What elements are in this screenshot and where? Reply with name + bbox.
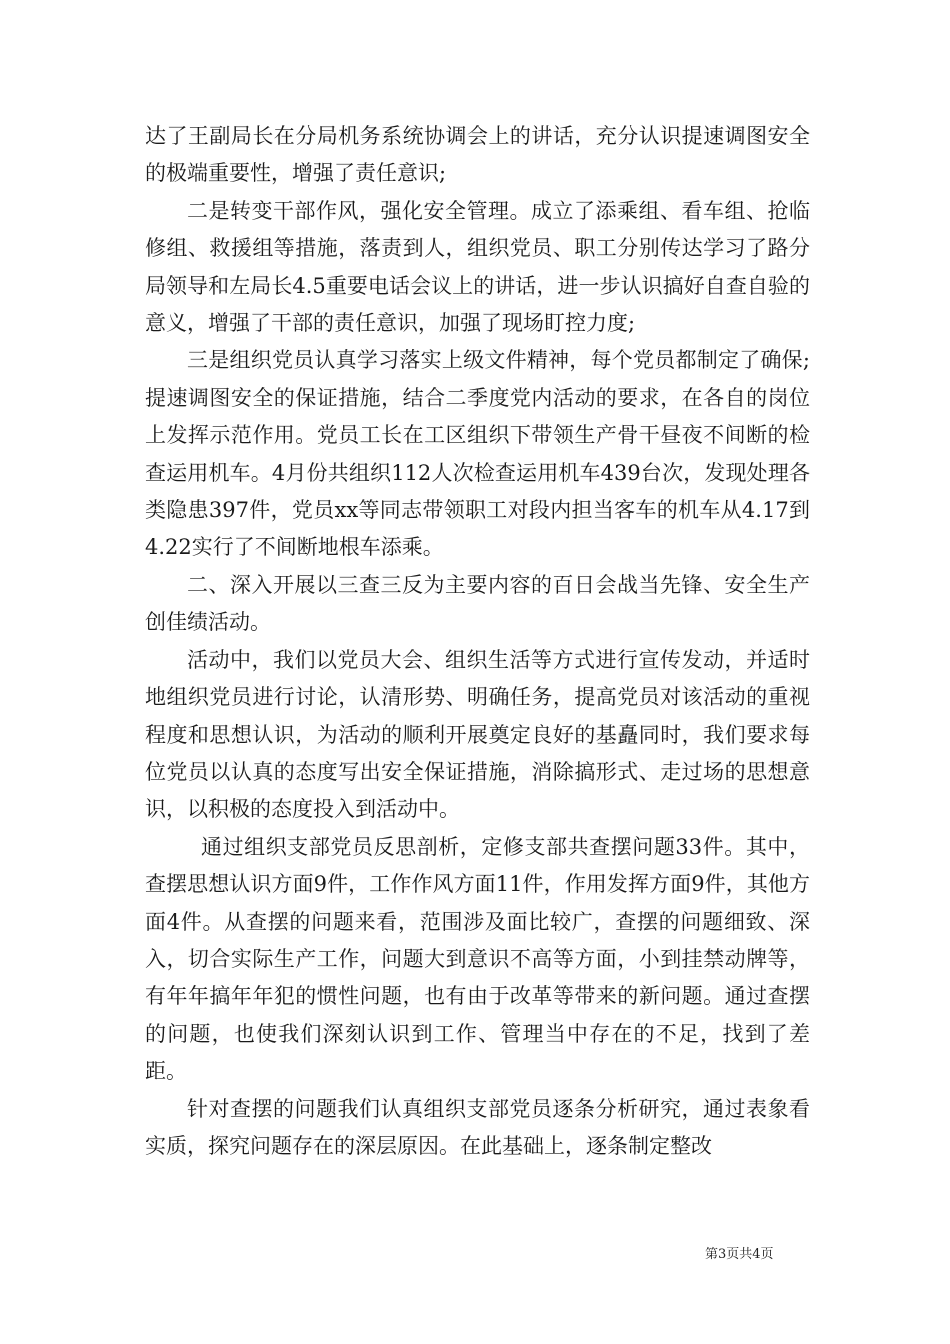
paragraph-activity: 活动中，我们以党员大会、组织生活等方式进行宣传发动，并适时地组织党员进行讨论，认清形势、明确任务，提高党员对该活动的重视程度和思想认识，为活动的顺利开展奠定良好的基矗同时，我们要求每位党员以认真的态度写出安全保证措施，消除搞形式、走过场的思想意识，以积极的态度投入到活动中。 [145,647,810,822]
paragraph-reflection: 通过组织支部党员反思剖析，定修支部共查摆问题33件。其中，查摆思想认识方面9件，工作作风方面11件，作用发挥方面9件，其他方面4件。从查摆的问题来看，范围涉及面比较广，查摆的问题细致、深入，切合实际生产工作，问题大到意识不高等方面，小到挂禁动牌等，有年年搞年年犯的惯性问题，也有由于改革等带来的新问题。通过查摆的问题，也使我们深刻认识到工作、管理当中存在的不足，找到了差距。 [145,834,810,1084]
page-number: 第3页共4页 [705,1247,774,1262]
document-body [145,118,810,1165]
paragraph-point-three: 三是组织党员认真学习落实上级文件精神，每个党员都制定了确保;提速调图安全的保证措施，结合二季度党内活动的要求，在各自的岗位上发挥示范作用。党员工长在工区组织下带领生产骨干昼夜不间断的检查运用机车。4月份共组织112人次检查运用机车439台次，发现处理各类隐患397件，党员xx等同志带领职工对段内担当客车的机车从4.17到4.22实行了不间断地根车添乘。 [145,348,810,560]
paragraph-continuation: 达了王副局长在分局机务系统协调会上的讲话，充分认识提速调图安全的极端重要性，增强了责任意识; [145,124,810,186]
paragraph-section-heading: 二、深入开展以三查三反为主要内容的百日会战当先锋、安全生产创佳绩活动。 [145,572,810,635]
paragraph-point-two: 二是转变干部作风，强化安全管理。成立了添乘组、看车组、抢临修组、救援组等措施，落责到人，组织党员、职工分别传达学习了路分局领导和左局长4.5重要电话会议上的讲话，进一步认识搞好自查自验的意义，增强了干部的责任意识，加强了现场盯控力度; [145,198,810,336]
paragraph-analysis: 针对查摆的问题我们认真组织支部党员逐条分析研究，通过表象看实质，探究问题存在的深层原因。在此基础上，逐条制定整改 [145,1096,810,1158]
